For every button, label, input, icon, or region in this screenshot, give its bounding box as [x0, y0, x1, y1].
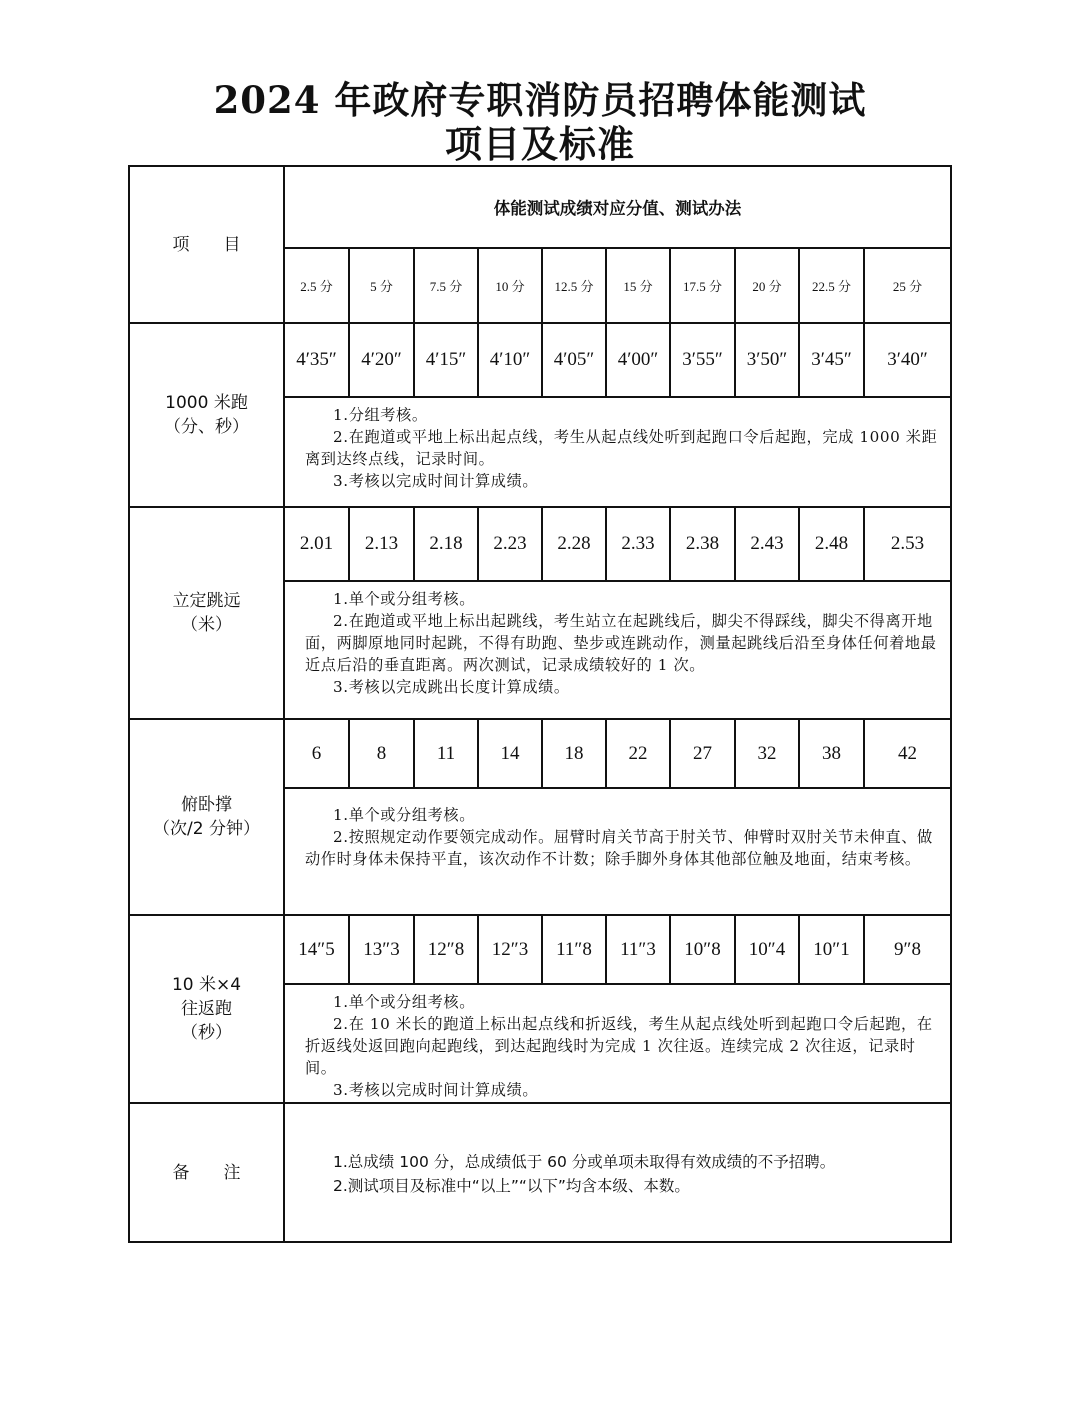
- method-step: 2.在跑道或平地上标出起点线，考生从起点线处听到起跑口令后起跑，完成 1000 米距离到达终点线，记录时间。: [305, 428, 938, 468]
- score-cell: 25 分: [892, 279, 923, 294]
- value-cell: 12″8: [415, 916, 479, 983]
- score-cell: 2.5 分: [285, 249, 350, 322]
- value-cell: 38: [800, 720, 865, 787]
- remarks-section: [130, 1102, 950, 1241]
- value-cell: 22: [607, 720, 671, 787]
- method-step: 2.按照规定动作要领完成动作。屈臂时肩关节高于肘关节、伸臂时双肘关节未伸直、做动作时身体未保持平直，该次动作不计数；除手脚外身体其他部位触及地面，结束考核。: [305, 828, 933, 868]
- value-row: [285, 324, 950, 396]
- value-cell: 2.48: [800, 508, 865, 580]
- value-cell: 8: [350, 720, 415, 787]
- event-unit: （秒）: [181, 1023, 232, 1043]
- value-cell: 6: [285, 720, 350, 787]
- score-cell: 10 分: [479, 249, 543, 322]
- value-cell: 3′50″: [736, 324, 800, 396]
- event-unit: （次/2 分钟）: [153, 819, 260, 839]
- value-cell: 10″8: [671, 916, 736, 983]
- event-name-2: 往返跑: [181, 999, 232, 1019]
- score-cell: 20 分: [736, 249, 800, 322]
- event-label: [130, 720, 285, 914]
- item-column-header: [130, 167, 285, 322]
- value-cell: 18: [543, 720, 607, 787]
- score-row: [285, 249, 950, 322]
- score-cell: 22.5 分: [800, 249, 865, 322]
- score-cell: 15 分: [607, 249, 671, 322]
- remark-item: 2.测试项目及标准中“以上”“以下”均含本级、本数。: [333, 1177, 690, 1195]
- value-cell: 2.23: [479, 508, 543, 580]
- value-cell: 3′45″: [800, 324, 865, 396]
- value-cell: 10″1: [800, 916, 865, 983]
- event-push-ups: [130, 718, 950, 914]
- value-cell: 42: [898, 742, 917, 764]
- value-row: [285, 720, 950, 787]
- test-method: [285, 584, 950, 698]
- remarks-list: [285, 1150, 950, 1198]
- event-shuttle-run: [130, 914, 950, 1102]
- event-standing-long-jump: [130, 506, 950, 718]
- event-name: 1000 米跑: [165, 393, 248, 413]
- value-cell: 11″3: [607, 916, 671, 983]
- value-cell: 13″3: [350, 916, 415, 983]
- value-cell: 3′40″: [887, 349, 928, 370]
- score-header: 体能测试成绩对应分值、测试办法: [493, 199, 742, 218]
- value-cell: 2.18: [415, 508, 479, 580]
- event-label: [130, 324, 285, 506]
- page-title-line-2: 项目及标准: [445, 122, 635, 166]
- page-title-line-1: 2024 年政府专职消防员招聘体能测试: [213, 78, 867, 122]
- event-label: [130, 916, 285, 1102]
- test-method: [285, 400, 950, 492]
- value-cell: 27: [671, 720, 736, 787]
- event-label: [130, 508, 285, 718]
- event-name: 10 米×4: [171, 975, 242, 995]
- method-step: 3.考核以完成时间计算成绩。: [333, 472, 539, 490]
- event-unit: （米）: [181, 615, 232, 635]
- value-cell: 2.33: [607, 508, 671, 580]
- method-step: 1.单个或分组考核。: [333, 993, 475, 1011]
- value-cell: 2.13: [350, 508, 415, 580]
- value-cell: 12″3: [479, 916, 543, 983]
- value-cell: 14″5: [285, 916, 350, 983]
- value-cell: 2.53: [890, 533, 925, 554]
- value-cell: 11″8: [543, 916, 607, 983]
- method-step: 2.在 10 米长的跑道上标出起点线和折返线，考生从起点线处听到起跑口令后起跑，在折返线处返回跑向起跑线，到达起跑线时为完成 1 次往返。连续完成 2 次往返，记录时间。: [305, 1015, 933, 1077]
- method-step: 3.考核以完成跳出长度计算成绩。: [333, 678, 570, 696]
- remarks-label-text: 备 注: [172, 1162, 241, 1183]
- event-name: 立定跳远: [172, 591, 241, 611]
- score-cell: 17.5 分: [671, 249, 736, 322]
- item-header-text: 项 目: [172, 234, 241, 255]
- score-cell: 12.5 分: [543, 249, 607, 322]
- value-cell: 10″4: [736, 916, 800, 983]
- value-cell: 32: [736, 720, 800, 787]
- test-method: [285, 987, 950, 1101]
- value-cell: 11: [415, 720, 479, 787]
- value-cell: 2.01: [285, 508, 350, 580]
- value-row: [285, 916, 950, 983]
- event-name: 俯卧撑: [181, 795, 232, 815]
- remarks-label: [130, 1104, 285, 1241]
- value-cell: 2.28: [543, 508, 607, 580]
- value-cell: 4′35″: [285, 324, 350, 396]
- test-method: [285, 800, 950, 870]
- method-step: 1.分组考核。: [333, 406, 428, 424]
- value-row: [285, 508, 950, 580]
- score-cell: 7.5 分: [415, 249, 479, 322]
- value-cell: 4′10″: [479, 324, 543, 396]
- value-cell: 4′20″: [350, 324, 415, 396]
- value-cell: 4′15″: [415, 324, 479, 396]
- value-cell: 14: [479, 720, 543, 787]
- method-step: 1.单个或分组考核。: [333, 590, 475, 608]
- remark-item: 1.总成绩 100 分，总成绩低于 60 分或单项未取得有效成绩的不予招聘。: [333, 1153, 836, 1171]
- value-cell: 9″8: [894, 938, 921, 960]
- value-cell: 4′05″: [543, 324, 607, 396]
- event-unit: （分、秒）: [164, 417, 249, 437]
- table-header: [130, 167, 950, 322]
- value-cell: 4′00″: [607, 324, 671, 396]
- value-cell: 2.43: [736, 508, 800, 580]
- method-step: 2.在跑道或平地上标出起跳线，考生站立在起跳线后，脚尖不得踩线，脚尖不得离开地面，两脚原地同时起跳，不得有助跑、垫步或连跳动作，测量起跳线后沿至身体任何着地最近点后沿的垂直距离。两次测试，记录成绩较好的 1 次。: [305, 612, 937, 674]
- method-step: 1.单个或分组考核。: [333, 806, 475, 824]
- score-cell: 5 分: [350, 249, 415, 322]
- standards-table: [128, 165, 952, 1243]
- value-cell: 2.38: [671, 508, 736, 580]
- value-cell: 3′55″: [671, 324, 736, 396]
- method-step: 3.考核以完成时间计算成绩。: [333, 1081, 539, 1099]
- event-1000m-run: [130, 322, 950, 506]
